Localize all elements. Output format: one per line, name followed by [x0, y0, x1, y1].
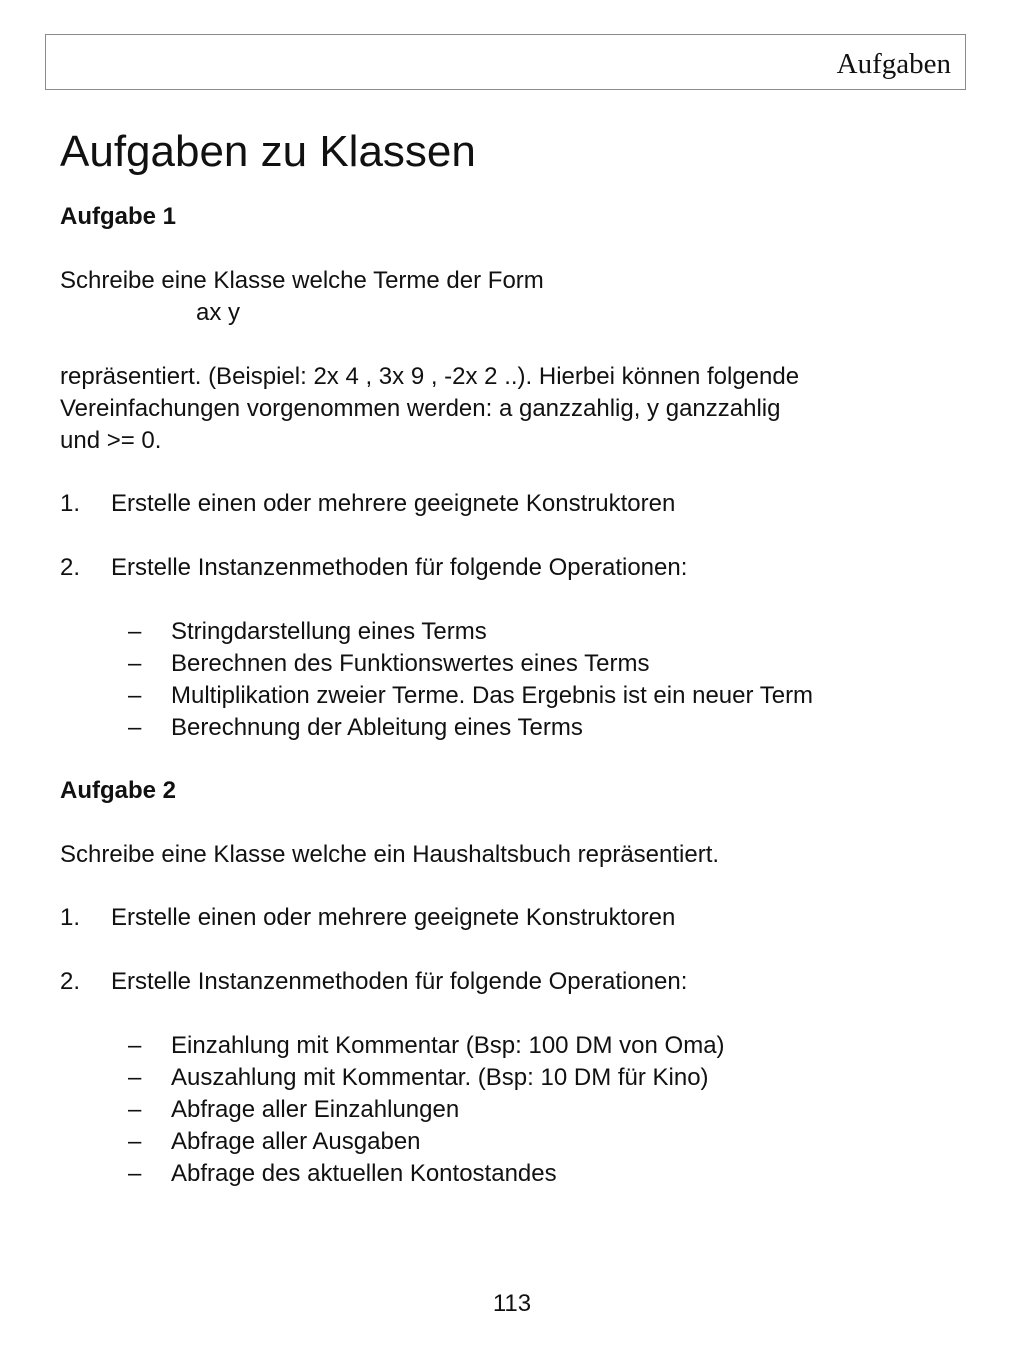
task2-step — [60, 966, 687, 998]
operation-text: Einzahlung mit Kommentar (Bsp: 100 DM von Oma) — [171, 1032, 725, 1059]
dash-bullet: – — [128, 1160, 142, 1187]
task1-description-line: und >= 0. — [60, 427, 162, 454]
task2-operation — [128, 1126, 421, 1158]
task1-step — [60, 552, 687, 584]
task1-description-line: Vereinfachungen vorgenommen werden: a ganzzahlig, y ganzzahlig — [60, 395, 781, 422]
task1-description-line: repräsentiert. (Beispiel: 2x 4 , 3x 9 , -2x 2 ..). Hierbei können folgende — [60, 363, 800, 390]
step-number: 2. — [60, 968, 81, 995]
task1-heading: Aufgabe 1 — [60, 203, 177, 230]
step-text: Erstelle einen oder mehrere geeignete Konstruktoren — [111, 490, 676, 517]
step-number: 1. — [60, 490, 81, 517]
page-number: 113 — [492, 1290, 532, 1317]
task2-heading: Aufgabe 2 — [60, 777, 177, 804]
operation-text: Abfrage aller Einzahlungen — [171, 1096, 460, 1123]
task2-operation — [128, 1062, 709, 1094]
task1-operation — [128, 648, 649, 680]
operation-text: Abfrage des aktuellen Kontostandes — [171, 1160, 557, 1187]
dash-bullet: – — [128, 1096, 142, 1123]
dash-bullet: – — [128, 1032, 142, 1059]
operation-text: Abfrage aller Ausgaben — [171, 1128, 421, 1155]
task1-operation — [128, 680, 813, 712]
task1-operation — [128, 616, 487, 648]
dash-bullet: – — [128, 1064, 142, 1091]
operation-text: Multiplikation zweier Terme. Das Ergebnis ist ein neuer Term — [171, 682, 814, 709]
task1-formula: ax y — [196, 299, 241, 326]
task2-step — [60, 902, 675, 934]
operation-text: Stringdarstellung eines Terms — [171, 618, 487, 645]
dash-bullet: – — [128, 682, 142, 709]
operation-text: Berechnen des Funktionswertes eines Terms — [171, 650, 650, 677]
task2-operation — [128, 1030, 725, 1062]
task2-operation — [128, 1158, 557, 1190]
step-number: 1. — [60, 904, 81, 931]
step-number: 2. — [60, 554, 81, 581]
task1-intro: Schreibe eine Klasse welche Terme der Form — [60, 267, 544, 294]
header-box — [45, 34, 966, 90]
dash-bullet: – — [128, 650, 142, 677]
dash-bullet: – — [128, 714, 142, 741]
task2-intro: Schreibe eine Klasse welche ein Haushaltsbuch repräsentiert. — [60, 841, 720, 868]
step-text: Erstelle Instanzenmethoden für folgende Operationen: — [111, 968, 688, 995]
task1-operation — [128, 712, 583, 744]
dash-bullet: – — [128, 618, 142, 645]
operation-text: Auszahlung mit Kommentar. (Bsp: 10 DM für Kino) — [171, 1064, 709, 1091]
operation-text: Berechnung der Ableitung eines Terms — [171, 714, 583, 741]
header-label: Aufgaben — [836, 48, 951, 80]
task1-step — [60, 488, 675, 520]
page-title: Aufgaben zu Klassen — [60, 127, 476, 176]
step-text: Erstelle Instanzenmethoden für folgende Operationen: — [111, 554, 688, 581]
dash-bullet: – — [128, 1128, 142, 1155]
step-text: Erstelle einen oder mehrere geeignete Konstruktoren — [111, 904, 676, 931]
task2-operation — [128, 1094, 459, 1126]
